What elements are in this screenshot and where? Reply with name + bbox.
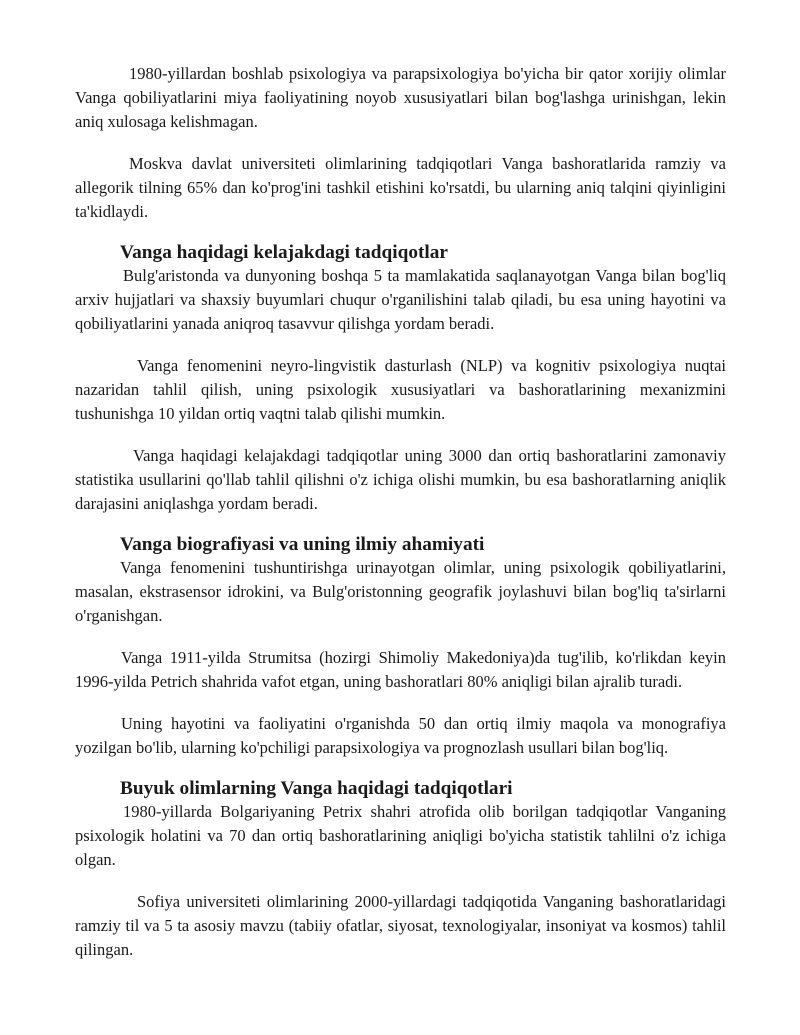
paragraph: Moskva davlat universiteti olimlarining tadqiqotlari Vanga bashoratlarida ramziy va allegorik tilning 65% dan ko'prog'ini tashkil etishini ko'rsatdi, bu ularning aniq talqini qiyinligini ta'kidlaydi.: [75, 154, 726, 221]
paragraph: Vanga haqidagi kelajakdagi tadqiqotlar uning 3000 dan ortiq bashoratlarini zamonaviy statistika usullarini qo'llab tahlil qilishni o'z ichiga olishi mumkin, bu esa bashoratlarning aniqlik darajasini aniqlashga yordam beradi.: [75, 446, 726, 513]
paragraph: Bulg'aristonda va dunyoning boshqa 5 ta mamlakatida saqlanayotgan Vanga bilan bog'liq arxiv hujjatlari va shaxsiy buyumlari chuqur o'rganilishini talab qiladi, bu esa uning hayotini va qobiliyatlarini yanada aniqroq tasavvur qilishga yordam beradi.: [75, 266, 726, 333]
paragraph: Sofiya universiteti olimlarining 2000-yillardagi tadqiqotida Vanganing bashoratlaridagi ramziy til va 5 ta asosiy mavzu (tabiiy ofatlar, siyosat, texnologiyalar, insoniyat va kosmos) tahlil qilingan.: [75, 892, 726, 959]
paragraph: 1980-yillarda Bolgariyaning Petrix shahri atrofida olib borilgan tadqiqotlar Vanganing psixologik holatini va 70 dan ortiq bashoratlarining aniqligi bo'yicha statistik tahlilni o'z ichiga olgan.: [75, 802, 726, 869]
paragraph: 1980-yillardan boshlab psixologiya va parapsixologiya bo'yicha bir qator xorijiy olimlar Vanga qobiliyatlarini miya faoliyatining noyob xususiyatlari bilan bog'lashga urinishgan, lekin aniq xulosaga kelishmagan.: [75, 64, 726, 131]
section-heading: Vanga biografiyasi va uning ilmiy ahamiyati: [120, 534, 485, 555]
section-heading: Buyuk olimlarning Vanga haqidagi tadqiqotlari: [120, 778, 513, 799]
paragraph: Uning hayotini va faoliyatini o'rganishda 50 dan ortiq ilmiy maqola va monografiya yozilgan bo'lib, ularning ko'pchiligi parapsixologiya va prognozlash usullari bilan bog'liq.: [75, 714, 726, 757]
section-heading: Vanga haqidagi kelajakdagi tadqiqotlar: [120, 242, 448, 263]
document-page: [75, 62, 726, 980]
paragraph: Vanga fenomenini neyro-lingvistik dasturlash (NLP) va kognitiv psixologiya nuqtai nazaridan tahlil qilish, uning psixologik xususiyatlari va bashoratlarining mexanizmini tushunishga 10 yildan ortiq vaqtni talab qilishi mumkin.: [75, 356, 726, 423]
paragraph: Vanga 1911-yilda Strumitsa (hozirgi Shimoliy Makedoniya)da tug'ilib, ko'rlikdan keyin 1996-yilda Petrich shahrida vafot etgan, uning bashoratlari 80% aniqligi bilan ajralib turadi.: [75, 648, 726, 691]
paragraph: Vanga fenomenini tushuntirishga urinayotgan olimlar, uning psixologik qobiliyatlarini, masalan, ekstrasensor idrokini, va Bulg'oristonning geografik joylashuvi bilan bog'liq ta'sirlarni o'rganishgan.: [75, 558, 726, 625]
